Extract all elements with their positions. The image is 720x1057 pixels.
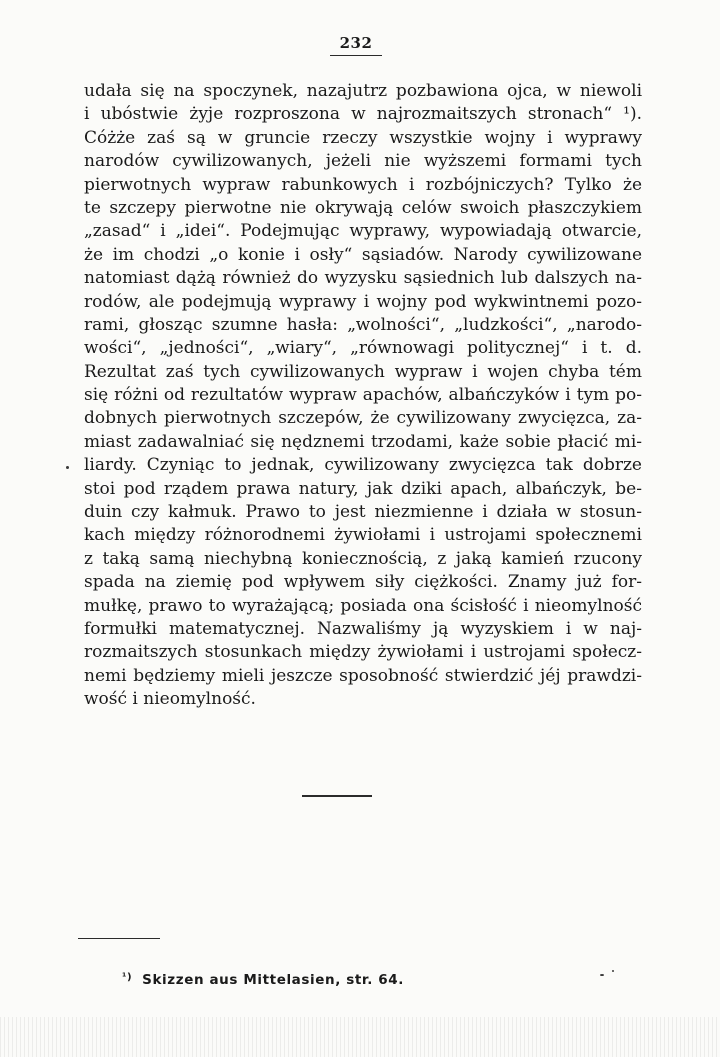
text-line: narodów cywilizowanych, jeżeli nie wyższemi formami tych <box>84 151 642 172</box>
text-line: z taką samą niechybną koniecznością, z jaką kamień rzucony <box>84 548 642 569</box>
text-line: kach między różnorodnemi żywiołami i ustrojami społecznemi <box>84 525 642 546</box>
footnote <box>122 972 404 988</box>
ink-speck <box>66 466 69 469</box>
section-divider <box>302 795 372 797</box>
text-line: wość i nieomylność. <box>84 689 256 710</box>
text-line: rodów, ale podejmują wyprawy i wojny pod wykwintnemi pozo- <box>84 291 642 312</box>
text-line: rami, głosząc szumne hasła: „wolności“, „ludzkości“, „narodo- <box>84 314 642 335</box>
ink-speck <box>600 974 604 976</box>
text-line: formułki matematycznej. Nazwaliśmy ją wyzyskiem i w naj- <box>84 618 642 639</box>
text-line: te szczepy pierwotne nie okrywają celów swoich płaszczykiem <box>84 197 642 218</box>
text-line: Cóżże zaś są w gruncie rzeczy wszystkie wojny i wyprawy <box>84 127 642 148</box>
text-line: spada na ziemię pod wpływem siły ciężkości. Znamy już for- <box>84 572 642 593</box>
text-line: wości“, „jedności“, „wiary“, „równowagi politycznej“ i t. d. <box>84 338 642 359</box>
text-line: się różni od rezultatów wypraw apachów, albańczyków i tym po- <box>84 385 642 406</box>
text-line: miast zadawalniać się nędznemi trzodami, każe sobie płacić mi- <box>84 431 642 452</box>
text-line: duin czy kałmuk. Prawo to jest niezmienne i działa w stosun- <box>84 502 642 523</box>
text-line: że im chodzi „o konie i osły“ sąsiadów. Narody cywilizowane <box>84 244 642 265</box>
text-line: rozmaitszych stosunkach między żywiołami i ustrojami społecz- <box>84 642 642 663</box>
text-line: natomiast dążą również do wyzysku sąsiednich lub dalszych na- <box>84 268 642 289</box>
body-text <box>84 80 642 712</box>
text-line: liardy. Czyniąc to jednak, cywilizowany zwycięzca tak dobrze <box>84 455 642 476</box>
text-line: i ubóstwie żyje rozproszona w najrozmaitszych stronach“ ¹). <box>84 104 642 125</box>
text-line: dobnych pierwotnych szczepów, że cywilizowany zwycięzca, za- <box>84 408 642 429</box>
text-line: udała się na spoczynek, nazajutrz pozbawiona ojca, w niewoli <box>84 81 642 101</box>
page-number: 232 <box>339 34 373 52</box>
header-rule <box>330 55 382 56</box>
footnote-text: Skizzen aus Mittelasien, str. 64. <box>142 972 405 988</box>
paper-grain <box>0 1017 720 1057</box>
text-line: pierwotnych wypraw rabunkowych i rozbójniczych? Tylko że <box>84 174 642 195</box>
text-line: nemi będziemy mieli jeszcze sposobność stwierdzić jéj prawdzi- <box>84 665 642 686</box>
footnote-marker: ¹) <box>122 972 133 983</box>
ink-speck <box>612 970 614 972</box>
footnote-divider <box>78 938 160 939</box>
text-line: Rezultat zaś tych cywilizowanych wypraw i wojen chyba tém <box>84 361 642 382</box>
text-line: „zasad“ i „idei“. Podejmując wyprawy, wypowiadają otwarcie, <box>84 221 642 242</box>
text-line: mułkę, prawo to wyrażającą; posiada ona ścisłość i nieomylność <box>84 595 642 616</box>
text-line: stoi pod rządem prawa natury, jak dziki apach, albańczyk, be- <box>84 478 642 499</box>
